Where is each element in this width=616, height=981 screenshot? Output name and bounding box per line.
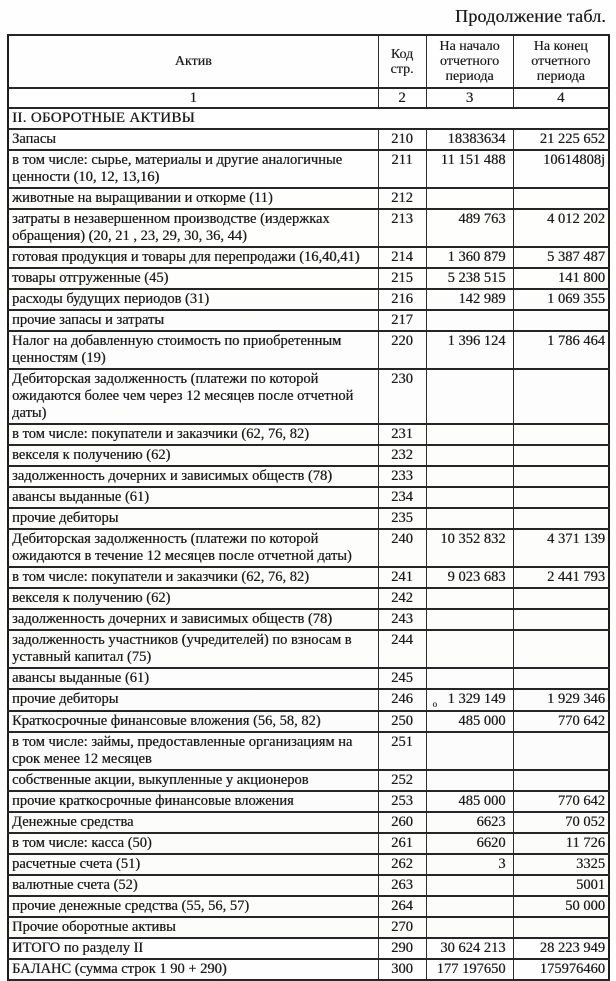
code-cell: 300	[378, 959, 426, 980]
asset-cell: затраты в незавершенном производстве (издержках обращения) (20, 21 , 23, 29, 30, 36, 44)	[8, 209, 378, 247]
table-row	[8, 310, 609, 331]
table-row	[8, 247, 609, 268]
asset-cell: Запасы	[8, 129, 378, 150]
period-end-cell: 3325	[513, 854, 609, 875]
table-row	[8, 711, 609, 732]
table-row	[8, 529, 609, 567]
code-cell: 251	[378, 732, 426, 770]
period-begin-cell	[426, 668, 513, 689]
table-row	[8, 938, 609, 959]
period-end-cell	[513, 917, 609, 938]
period-end-cell: 70 052	[513, 812, 609, 833]
period-begin-cell: 6623	[426, 812, 513, 833]
asset-cell: в том числе: касса (50)	[8, 833, 378, 854]
period-begin-cell	[426, 188, 513, 209]
code-cell: 233	[378, 466, 426, 487]
period-begin-cell	[426, 424, 513, 445]
period-end-cell: 11 726	[513, 833, 609, 854]
column-header-period-end: На конец отчетного периода	[513, 35, 609, 88]
code-cell: 235	[378, 508, 426, 529]
asset-cell: авансы выданные (61)	[8, 487, 378, 508]
asset-cell: Денежные средства	[8, 812, 378, 833]
column-number-2: 2	[378, 88, 426, 108]
table-row	[8, 331, 609, 369]
code-cell: 215	[378, 268, 426, 289]
table-row	[8, 630, 609, 668]
code-cell: 252	[378, 770, 426, 791]
table-row	[8, 129, 609, 150]
table-row	[8, 854, 609, 875]
period-begin-cell	[426, 609, 513, 630]
period-end-cell: 10614808j	[513, 150, 609, 188]
period-begin-cell: 30 624 213	[426, 938, 513, 959]
table-row	[8, 567, 609, 588]
asset-cell: задолженность участников (учредителей) по взносам в уставный капитал (75)	[8, 630, 378, 668]
asset-cell: прочие дебиторы	[8, 689, 378, 711]
code-cell: 234	[378, 487, 426, 508]
table-row	[8, 812, 609, 833]
period-end-cell: 770 642	[513, 711, 609, 732]
balance-sheet-table	[7, 34, 610, 981]
code-cell: 240	[378, 529, 426, 567]
code-cell: 211	[378, 150, 426, 188]
code-cell: 216	[378, 289, 426, 310]
code-cell: 242	[378, 588, 426, 609]
period-begin-cell: 485 000	[426, 791, 513, 812]
asset-cell: в том числе: сырье, материалы и другие аналогичные ценности (10, 12, 13,16)	[8, 150, 378, 188]
period-end-cell: 21 225 652	[513, 129, 609, 150]
asset-cell: в том числе: покупатели и заказчики (62, 76, 82)	[8, 424, 378, 445]
code-cell: 245	[378, 668, 426, 689]
table-row	[8, 609, 609, 630]
table-row	[8, 369, 609, 424]
period-end-cell	[513, 770, 609, 791]
period-begin-cell	[426, 917, 513, 938]
code-cell: 250	[378, 711, 426, 732]
code-cell: 220	[378, 331, 426, 369]
column-header-asset: Актив	[8, 35, 378, 88]
code-cell: 263	[378, 875, 426, 896]
period-begin-cell	[426, 875, 513, 896]
asset-cell: животные на выращивании и откорме (11)	[8, 188, 378, 209]
table-row	[8, 689, 609, 711]
period-end-cell: 4 371 139	[513, 529, 609, 567]
table-row	[8, 188, 609, 209]
period-end-cell	[513, 188, 609, 209]
period-end-cell	[513, 466, 609, 487]
table-row	[8, 508, 609, 529]
period-begin-cell	[426, 369, 513, 424]
asset-cell: Налог на добавленную стоимость по приобретенным ценностям (19)	[8, 331, 378, 369]
code-cell: 231	[378, 424, 426, 445]
period-begin-cell	[426, 508, 513, 529]
period-begin-cell: 1 396 124	[426, 331, 513, 369]
asset-cell: задолженность дочерних и зависимых обществ (78)	[8, 466, 378, 487]
code-cell: 232	[378, 445, 426, 466]
period-begin-cell	[426, 487, 513, 508]
asset-cell: в том числе: займы, предоставленные организациям на срок менее 12 месяцев	[8, 732, 378, 770]
period-end-cell: 1 786 464	[513, 331, 609, 369]
period-begin-cell	[426, 732, 513, 770]
code-cell: 264	[378, 896, 426, 917]
period-begin-cell: 1 360 879	[426, 247, 513, 268]
period-begin-cell	[426, 630, 513, 668]
asset-cell: прочие дебиторы	[8, 508, 378, 529]
period-end-cell: 5001	[513, 875, 609, 896]
section-header: II. ОБОРОТНЫЕ АКТИВЫ	[8, 108, 609, 129]
period-begin-cell: 9 023 683	[426, 567, 513, 588]
code-cell: 213	[378, 209, 426, 247]
period-begin-cell: 5 238 515	[426, 268, 513, 289]
period-end-cell	[513, 588, 609, 609]
column-header-code: Код стр.	[378, 35, 426, 88]
period-end-cell	[513, 445, 609, 466]
period-end-cell	[513, 668, 609, 689]
asset-cell: Краткосрочные финансовые вложения (56, 58, 82)	[8, 711, 378, 732]
column-number-3: 3	[426, 88, 513, 108]
table-row	[8, 833, 609, 854]
period-begin-cell	[426, 310, 513, 331]
table-row	[8, 959, 609, 980]
asset-cell: Дебиторская задолженность (платежи по которой ожидаются в течение 12 месяцев после отчетной даты)	[8, 529, 378, 567]
asset-cell: векселя к получению (62)	[8, 588, 378, 609]
asset-cell: ИТОГО по разделу II	[8, 938, 378, 959]
period-end-cell	[513, 487, 609, 508]
table-row	[8, 487, 609, 508]
period-end-cell	[513, 424, 609, 445]
period-end-cell: 1 069 355	[513, 289, 609, 310]
section-row	[8, 108, 609, 129]
asset-cell: задолженность дочерних и зависимых обществ (78)	[8, 609, 378, 630]
period-end-cell	[513, 732, 609, 770]
code-cell: 230	[378, 369, 426, 424]
header-row	[8, 35, 609, 88]
code-cell: 214	[378, 247, 426, 268]
table-row	[8, 424, 609, 445]
period-begin-cell	[426, 466, 513, 487]
period-end-cell	[513, 310, 609, 331]
period-end-cell: 770 642	[513, 791, 609, 812]
period-begin-cell: 10 352 832	[426, 529, 513, 567]
code-cell: 244	[378, 630, 426, 668]
period-end-cell: 28 223 949	[513, 938, 609, 959]
period-end-cell: 141 800	[513, 268, 609, 289]
scan-artifact-mark: o	[432, 699, 437, 709]
period-begin-cell	[426, 588, 513, 609]
period-end-cell	[513, 508, 609, 529]
column-header-period-begin: На начало отчетного периода	[426, 35, 513, 88]
code-cell: 270	[378, 917, 426, 938]
period-end-cell	[513, 630, 609, 668]
column-number-row	[8, 88, 609, 108]
period-end-cell: 5 387 487	[513, 247, 609, 268]
column-number-4: 4	[513, 88, 609, 108]
code-cell: 210	[378, 129, 426, 150]
period-begin-cell: 18383634	[426, 129, 513, 150]
asset-cell: расчетные счета (51)	[8, 854, 378, 875]
period-begin-cell	[426, 770, 513, 791]
period-end-cell: 50 000	[513, 896, 609, 917]
table-row	[8, 770, 609, 791]
asset-cell: прочие денежные средства (55, 56, 57)	[8, 896, 378, 917]
table-body	[8, 108, 609, 980]
period-begin-cell: 177 197650	[426, 959, 513, 980]
code-cell: 241	[378, 567, 426, 588]
table-row	[8, 791, 609, 812]
asset-cell: Прочие оборотные активы	[8, 917, 378, 938]
code-cell: 253	[378, 791, 426, 812]
period-begin-cell: 11 151 488	[426, 150, 513, 188]
asset-cell: готовая продукция и товары для перепродажи (16,40,41)	[8, 247, 378, 268]
asset-cell: векселя к получению (62)	[8, 445, 378, 466]
table-row	[8, 268, 609, 289]
code-cell: 290	[378, 938, 426, 959]
code-cell: 260	[378, 812, 426, 833]
table-row	[8, 289, 609, 310]
period-begin-cell: 489 763	[426, 209, 513, 247]
table-row	[8, 668, 609, 689]
asset-cell: БАЛАНС (сумма строк 1 90 + 290)	[8, 959, 378, 980]
table-row	[8, 466, 609, 487]
period-end-cell	[513, 369, 609, 424]
table-row	[8, 209, 609, 247]
page-title: Продолжение табл.	[455, 6, 606, 26]
code-cell: 246	[378, 689, 426, 711]
period-begin-cell: 142 989	[426, 289, 513, 310]
period-end-cell: 1 929 346	[513, 689, 609, 711]
asset-cell: расходы будущих периодов (31)	[8, 289, 378, 310]
code-cell: 261	[378, 833, 426, 854]
period-end-cell	[513, 609, 609, 630]
code-cell: 212	[378, 188, 426, 209]
period-begin-cell: o 1 329 149	[426, 689, 513, 711]
table-row	[8, 896, 609, 917]
period-end-cell: 4 012 202	[513, 209, 609, 247]
asset-cell: в том числе: покупатели и заказчики (62, 76, 82)	[8, 567, 378, 588]
asset-cell: авансы выданные (61)	[8, 668, 378, 689]
column-number-1: 1	[8, 88, 378, 108]
code-cell: 217	[378, 310, 426, 331]
asset-cell: валютные счета (52)	[8, 875, 378, 896]
asset-cell: товары отгруженные (45)	[8, 268, 378, 289]
asset-cell: прочие запасы и затраты	[8, 310, 378, 331]
period-begin-cell	[426, 896, 513, 917]
table-row	[8, 150, 609, 188]
code-cell: 262	[378, 854, 426, 875]
period-begin-cell: 3	[426, 854, 513, 875]
period-begin-cell: 6620	[426, 833, 513, 854]
table-row	[8, 875, 609, 896]
table-row	[8, 732, 609, 770]
table-row	[8, 445, 609, 466]
asset-cell: собственные акции, выкупленные у акционеров	[8, 770, 378, 791]
table-row	[8, 917, 609, 938]
period-begin-cell	[426, 445, 513, 466]
table-row	[8, 588, 609, 609]
code-cell: 243	[378, 609, 426, 630]
period-end-cell: 2 441 793	[513, 567, 609, 588]
asset-cell: прочие краткосрочные финансовые вложения	[8, 791, 378, 812]
period-end-cell: 175976460	[513, 959, 609, 980]
asset-cell: Дебиторская задолженность (платежи по которой ожидаются более чем через 12 месяцев после отчетной даты)	[8, 369, 378, 424]
period-begin-cell: 485 000	[426, 711, 513, 732]
